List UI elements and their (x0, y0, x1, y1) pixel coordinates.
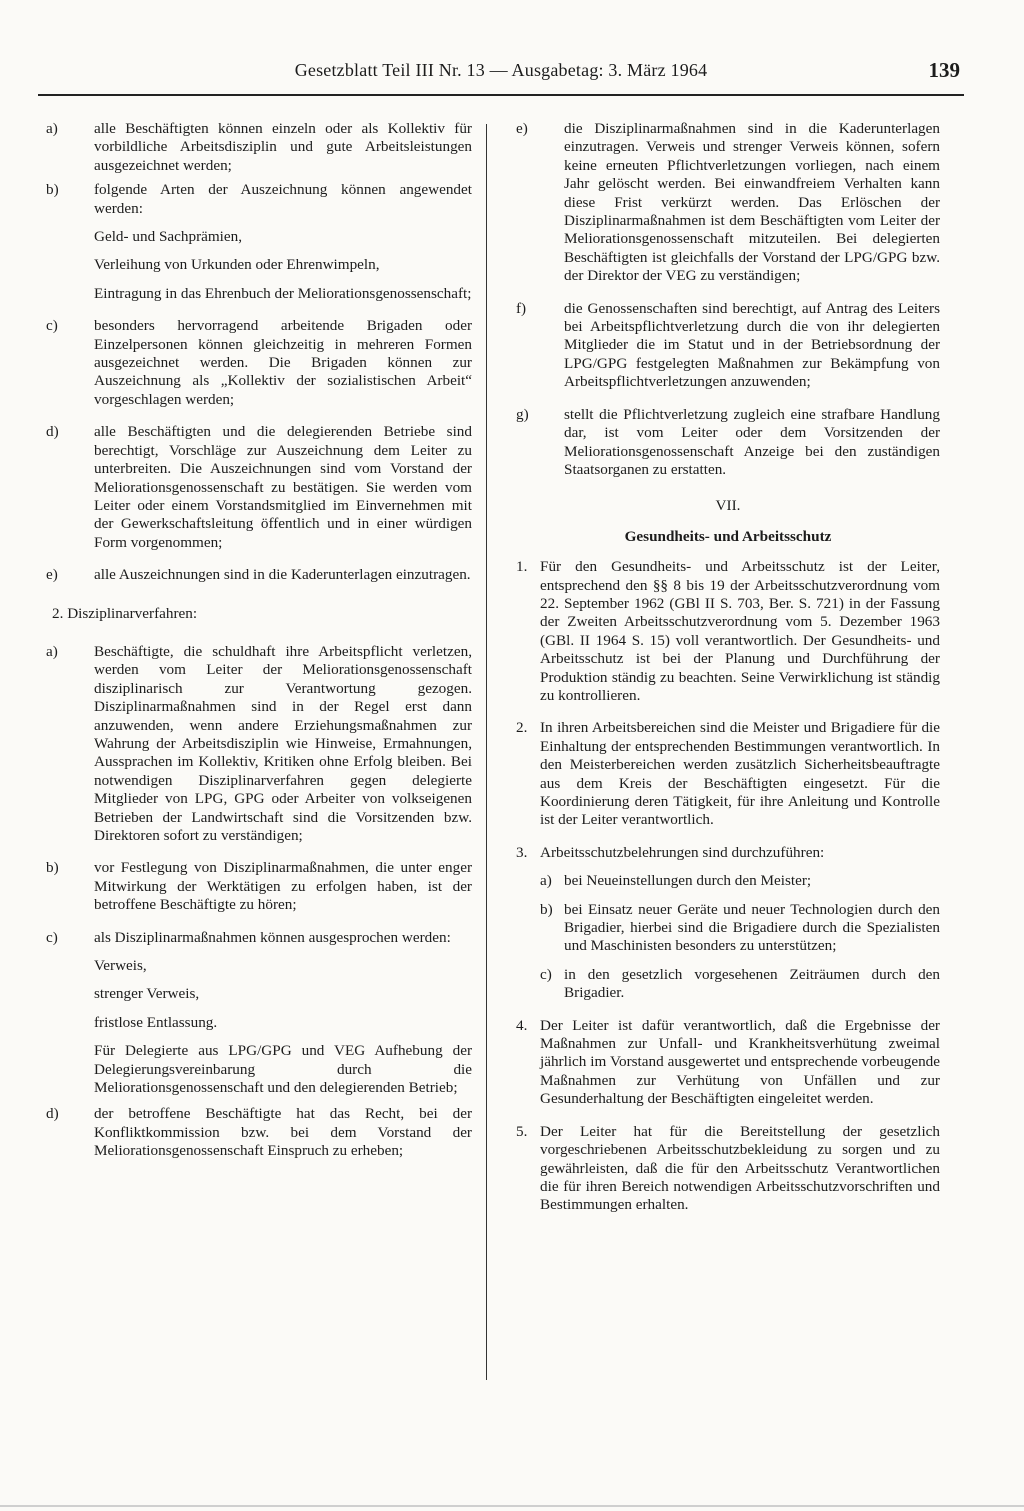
item-label: g) (516, 405, 529, 423)
item-1e (46, 566, 472, 584)
item-label: a) (46, 120, 58, 137)
item-label: c) (46, 317, 58, 335)
item-text: die Disziplinarmaßnahmen sind in die Kaderunterlagen einzutragen. Verweis und strenger Verweis können, sofern keine erneuten Pflichtverletzungen vorliegen, nach einem Jahr gelöscht werden. Bei einwandfreiem Verhalten kann diese Frist verkürzt werden. Das Erlöschen der Disziplinarmaßnahmen ist dem Beschäftigten vom Leiter der Meliorationsgenossenschaft mitzuteilen. Bei delegierten Beschäftigten ist gleichfalls der Vorstand der LPG/GPG bzw. der Direktor der VEG zu verständigen; (564, 120, 940, 285)
item-text: alle Beschäftigten können einzeln oder als Kollektiv für vorbildliche Arbeitsdisziplin und gute Arbeitsleistungen ausgezeichnet werden; (94, 120, 472, 174)
list-item: fristlose Entlassung. (94, 1013, 218, 1031)
item-2a (46, 643, 472, 845)
list-item: Geld- und Sachprämien, (94, 228, 243, 246)
item-text: Arbeitsschutzbelehrungen sind durchzuführen: (540, 843, 825, 861)
item-text: bei Einsatz neuer Geräte und neuer Technologien durch den Brigadier, hierbei sind die Brigadiere durch die Spezialisten und Maschinisten besonders zu unterstützen; (564, 900, 940, 955)
list-item: strenger Verweis, (94, 985, 200, 1003)
item-2c (46, 929, 472, 1098)
item-1c (46, 317, 472, 409)
item-text: alle Beschäftigten und die delegierenden Betriebe sind berechtigt, Vorschläge zur Auszeichnung dem Leiter zu unterbreiten. Die Auszeichnungen sind vom Vorstand der Meliorationsgenossenschaft zu bestätigen. Sie werden vom Leiter oder einem Vorstandsmitglied im Einvernehmen mit der Gewerkschaftsleitung öffentlich und in einer würdigen Form vorgenommen; (94, 423, 472, 551)
item-label: c) (540, 965, 552, 983)
list-item: Verleihung von Urkunden oder Ehrenwimpeln, (94, 256, 380, 274)
item-label: a) (46, 642, 58, 660)
item-label: d) (46, 423, 59, 441)
item-text: besonders hervorragend arbeitende Brigaden oder Einzelpersonen können gleichzeitig in mehreren Formen ausgezeichnet werden. Die Brigaden können zur Auszeichnung als „Kollektiv der sozialistischen Arbeit“ vorgeschlagen werden; (94, 317, 472, 408)
item-label: b) (540, 900, 553, 918)
item-label: e) (46, 566, 58, 584)
left-column (46, 120, 472, 1161)
item-2b (46, 859, 472, 914)
item-label: d) (46, 1105, 59, 1123)
page-number: 139 (928, 58, 960, 82)
item-2g (516, 406, 940, 480)
item-2e (516, 120, 940, 286)
item-label: 5. (516, 1122, 528, 1140)
section-title: Gesundheits- und Arbeitsschutz (624, 527, 832, 545)
item-2d (46, 1105, 472, 1160)
paragraph-3 (516, 844, 940, 862)
paragraph-1 (516, 558, 940, 705)
item-text: stellt die Pflichtverletzung zugleich eine strafbare Handlung dar, ist vom Leiter oder dem Vorsitzenden der Meliorationsgenossenschaft Anzeige bei den zuständigen Staatsorganen zu erstatten. (564, 405, 940, 478)
item-label: c) (46, 928, 58, 946)
item-text: in den gesetzlich vorgesehenen Zeiträumen durch den Brigadier. (564, 965, 940, 1002)
item-2f (516, 300, 940, 392)
paragraph-3a (516, 872, 940, 890)
section-2-heading: 2. Disziplinarverfahren: (52, 604, 198, 622)
item-text: Beschäftigte, die schuldhaft ihre Arbeitspflicht verletzen, werden vom Leiter der Meliorationsgenossenschaft disziplinarisch zur Verantwortung gezogen. Disziplinarmaßnahmen sind in der Regel erst dann anzuwenden, wenn andere Erziehungsmaßnahmen zur Wahrung der Arbeitsdisziplin wie Hinweise, Ermahnungen, Aussprachen im Kollektiv, Kritiken ohne Erfolg bleiben. Bei notwendigen Disziplinarverfahren gegen delegierte Mitglieder von LPG, GPG oder Arbeiter von volkseigenen Betrieben der Landwirtschaft sind die Vorsitzenden bzw. Direktoren sofort zu verständigen; (94, 642, 472, 844)
item-label: 1. (516, 558, 528, 576)
paragraph-4 (516, 1017, 940, 1109)
item-label: e) (516, 120, 528, 137)
item-text: vor Festlegung von Disziplinarmaßnahmen, die unter enger Mitwirkung der Werktätigen zu erfolgen haben, ist der betroffene Beschäftigte zu hören; (94, 859, 472, 914)
item-text: Für den Gesundheits- und Arbeitsschutz ist der Leiter, entsprechend den §§ 8 bis 19 der Arbeitsschutzverordnung vom 22. September 1962 (GBl II S. 703, Ber. S. 721) in der Fassung der Zweiten Arbeitsschutzverordnung vom 5. Dezember 1963 (GBl. II 1964 S. 15) voll verantwortlich. Der Gesundheits- und Arbeitsschutz ist bei der Planung und Durchführung der Produktion ständig zu beachten. Seine Verwirklichung ist ständig zu kontrollieren. (540, 558, 940, 704)
paragraph-3b (516, 901, 940, 956)
item-text: alle Auszeichnungen sind in die Kaderunterlagen einzutragen. (94, 566, 471, 584)
item-label: 2. (516, 719, 528, 737)
item-text: folgende Arten der Auszeichnung können angewendet werden: (94, 181, 472, 217)
item-text: der betroffene Beschäftigte hat das Recht, bei der Konfliktkommission bzw. bei dem Vorstand der Meliorationsgenossenschaft Einspruch zu erheben; (94, 1105, 472, 1160)
paragraph-2 (516, 719, 940, 829)
item-label: a) (540, 872, 552, 890)
item-text: die Genossenschaften sind berechtigt, auf Antrag des Leiters bei Arbeitspflichtverletzung durch die von ihr delegierten Mitglieder die im Statut und in der Betriebsordnung der LPG/GPG festgelegten Maßnahmen zur Bekämpfung von Arbeitspflichtverletzungen anzuwenden; (564, 299, 940, 391)
item-text: als Disziplinarmaßnahmen können ausgesprochen werden: (94, 928, 451, 946)
item-text: Der Leiter hat für die Bereitstellung der gesetzlich vorgeschriebenen Arbeitsschutzbekleidung zu sorgen und zu gewährleisten, daß die für den Arbeitsschutz Verantwortlichen die für ihren Bereich notwendigen Arbeitsschutzvorschriften und Bestimmungen erhalten. (540, 1122, 940, 1214)
right-column (516, 120, 940, 1215)
item-1b (46, 181, 472, 303)
header-title: Gesetzblatt Teil III Nr. 13 — Ausgabetag: 3. März 1964 (294, 60, 708, 80)
page-header (38, 58, 964, 96)
item-text: In ihren Arbeitsbereichen sind die Meister und Brigadiere für die Einhaltung der entsprechenden Bestimmungen verantwortlich. In den Meisterbereichen werden zusätzlich Sicherheitsbeauftragte aus dem Kreis der Beschäftigten eingesetzt. Für die Koordinierung deren Tätigkeit, für ihre Anleitung und Kontrolle ist der Leiter verantwortlich. (540, 719, 940, 829)
paragraph-3c (516, 966, 940, 1003)
list-item: Verweis, (94, 957, 147, 975)
list-item: Eintragung in das Ehrenbuch der Meliorationsgenossenschaft; (94, 284, 472, 302)
bottom-edge-line (0, 1505, 1024, 1507)
item-1a (46, 120, 472, 175)
item-label: b) (46, 181, 59, 199)
item-label: 4. (516, 1016, 528, 1034)
item-label: b) (46, 859, 59, 877)
item-note: Für Delegierte aus LPG/GPG und VEG Aufhebung der Delegierungsvereinbarung durch die Meliorationsgenossenschaft und den delegierenden Betrieb; (94, 1042, 472, 1097)
section-number: VII. (715, 497, 741, 515)
item-text: Der Leiter ist dafür verantwortlich, daß die Ergebnisse der Maßnahmen zur Unfall- und Krankheitsverhütung zweimal jährlich im Vorstand ausgewertet und entsprechende vorbeugende Maßnahmen zur Verhütung von Unfällen und zur Gesunderhaltung der Beschäftigten eingeleitet werden. (540, 1016, 940, 1108)
item-1d (46, 423, 472, 552)
item-text: bei Neueinstellungen durch den Meister; (564, 872, 812, 890)
column-divider (486, 124, 487, 1380)
paragraph-5 (516, 1123, 940, 1215)
item-label: 3. (516, 843, 528, 861)
item-label: f) (516, 299, 527, 317)
